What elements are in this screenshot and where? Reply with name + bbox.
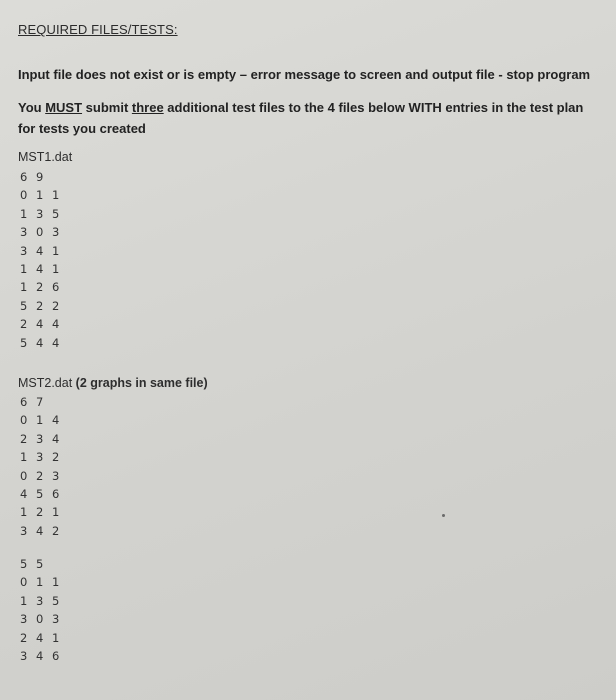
data-line: 1 2 6 [20,280,62,295]
paper-speck [442,514,445,517]
data-line: 2 4 1 [20,630,62,645]
data-line: 3 0 3 [20,612,62,627]
data-line: 0 2 3 [20,468,62,483]
file-content-mst1 [20,168,62,352]
data-line: 2 4 4 [20,317,62,332]
data-line: 5 4 4 [20,335,62,350]
data-line: 3 0 3 [20,225,62,240]
data-line: 5 5 [20,557,46,571]
file-name: MST2.dat [18,376,73,390]
file-note: (2 graphs in same file) [72,376,208,390]
data-line: 3 4 6 [20,648,62,663]
data-line: 1 3 5 [20,593,62,608]
data-line: 5 2 2 [20,298,62,313]
data-line: 6 9 [20,170,46,184]
para-text: additional test files to the 4 files below WITH entries in the test plan for tests you created [18,100,584,136]
input-file-requirement: Input file does not exist or is empty – error message to screen and output file - stop program [18,67,591,82]
must-emphasis: MUST [45,100,83,115]
data-line: 0 1 1 [20,188,62,203]
para-text: You [18,100,46,115]
data-line: 2 3 4 [20,431,62,446]
data-line: 1 3 5 [20,206,62,221]
data-line: 1 3 2 [20,450,62,465]
file-name: MST1.dat [18,150,73,164]
file-label-mst1 [18,150,72,164]
file-content-mst2-graph2 [20,555,62,665]
para-text: submit [82,100,132,115]
data-line: 1 4 1 [20,261,62,276]
data-line: 4 5 6 [20,486,62,501]
section-heading: REQUIRED FILES/TESTS: [18,22,178,37]
submission-requirement [18,97,603,139]
file-label-mst2 [18,376,208,390]
three-emphasis: three [131,100,164,115]
data-line: 1 2 1 [20,505,62,520]
data-line: 3 4 2 [20,523,62,538]
data-line: 0 1 4 [20,413,62,428]
file-content-mst2-graph1 [20,393,62,540]
data-line: 0 1 1 [20,575,62,590]
data-line: 3 4 1 [20,243,62,258]
data-line: 6 7 [20,395,46,409]
